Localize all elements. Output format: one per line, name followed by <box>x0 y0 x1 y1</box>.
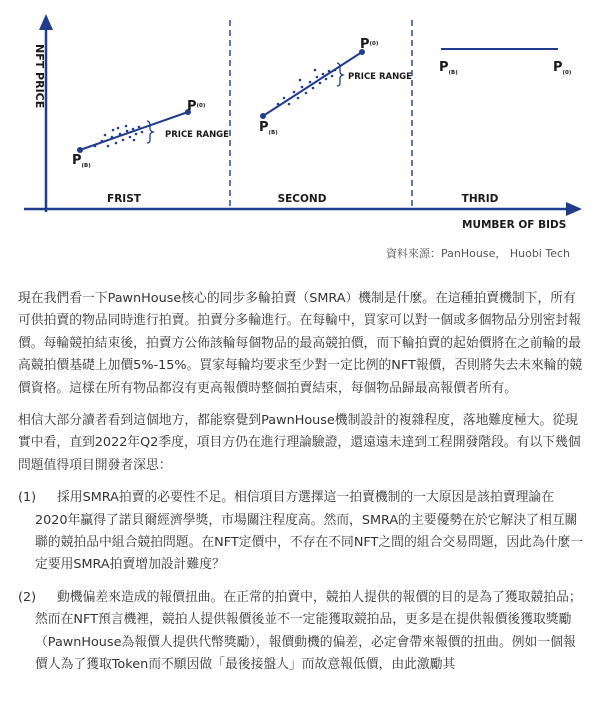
round-1-price-range-label: PRICE RANGE <box>165 130 229 140</box>
list-item <box>18 487 584 577</box>
list-item-text: 動機偏差來造成的報價扭曲。在正常的拍賣中，競拍人提供的報價的目的是為了獲取競拍品；然而在NFT預言機裡，競拍人提供報價後並不一定能獲取競拍品，更多是在提供報價後獲取獎勵（PawnHouse為報價人提供代幣獎勵），報價動機的偏差，必定會帶來報價的扭曲。例如一個報價人為了獲取Token而不願因做「最後接盤人」而故意報低價，由此激勵其 <box>35 589 582 673</box>
y-axis-arrow <box>39 14 53 30</box>
round-2-price-range-label: PRICE RANGE <box>348 72 412 82</box>
bidding-rounds-figure <box>0 0 600 268</box>
round-2-bids <box>259 37 412 136</box>
list-item <box>18 587 584 677</box>
round-label-first: FRIST <box>107 193 141 205</box>
round-1-bids <box>72 99 229 169</box>
x-axis-arrow <box>566 202 582 216</box>
x-axis-label: MUMBER OF BIDS <box>462 219 567 231</box>
round-1-p-0: $P^{(0)}$ <box>187 99 206 114</box>
round-3-p-b: $P_{(B)}$ <box>439 60 458 76</box>
figure-source: 資料來源：PanHouse， Huobi Tech <box>386 247 570 260</box>
y-axis-label: NFT PRICE <box>33 44 46 109</box>
list-item-number: (1) <box>18 490 37 506</box>
list-item-number: (2) <box>18 589 37 605</box>
bidding-rounds-diagram <box>0 0 600 268</box>
round-label-second: SECOND <box>277 193 327 205</box>
round-2-p-b: $P_{(B)}$ <box>259 120 278 136</box>
paragraph-complexity: 相信大部分讀者看到這個地方，都能察覺到PawnHouse機制設計的複雜程度，落地難度極大。從現實中看，直到2022年Q2季度，項目方仍在進行理論驗證，還遠遠未達到工程開發階段。有以下幾個問題值得項目開發者深思： <box>18 413 581 473</box>
round-3-p-0: $P_{(0)}$ <box>553 60 572 76</box>
round-1-p-b: $P_{(B)}$ <box>72 153 91 169</box>
round-label-third: THRID <box>461 193 499 205</box>
round-2-price-line <box>263 52 362 116</box>
round-2-p-0: $P^{(0)}$ <box>360 37 379 52</box>
list-item-text: 採用SMRA拍賣的必要性不足。相信項目方選擇這一拍賣機制的一大原因是該拍賣理論在2020年贏得了諾貝爾經濟學獎，市場關注程度高。然而，SMRA的主要優勢在於它解決了相互關聯的競拍品中組合競拍問題。在NFT定價中，不存在不同NFT之間的組合交易問題，因此為什麼一定要用SMRA拍賣增加設計難度？ <box>35 490 584 573</box>
article-body <box>18 288 584 687</box>
round-3-bids <box>439 49 572 76</box>
paragraph-smra-mechanism: 現在我們看一下PawnHouse核心的同步多輪拍賣（SMRA）機制是什麼。在這種拍賣機制下，所有可供拍賣的物品同時進行拍賣。拍賣分多輪進行。在每輪中，買家可以對一個或多個物品分別密封報價。每輪競拍結束後，拍賣方公佈該輪每個物品的最高競拍價，而下輪拍賣的起始價將在之前輪的最高競拍價基礎上加價5%-15%。買家每輪均要求至少對一定比例的NFT報價，否則將失去未來輪的競價資格。這樣在所有物品都沒有更高報價時整個拍賣結束，每個物品歸最高報價者所有。 <box>18 291 583 396</box>
